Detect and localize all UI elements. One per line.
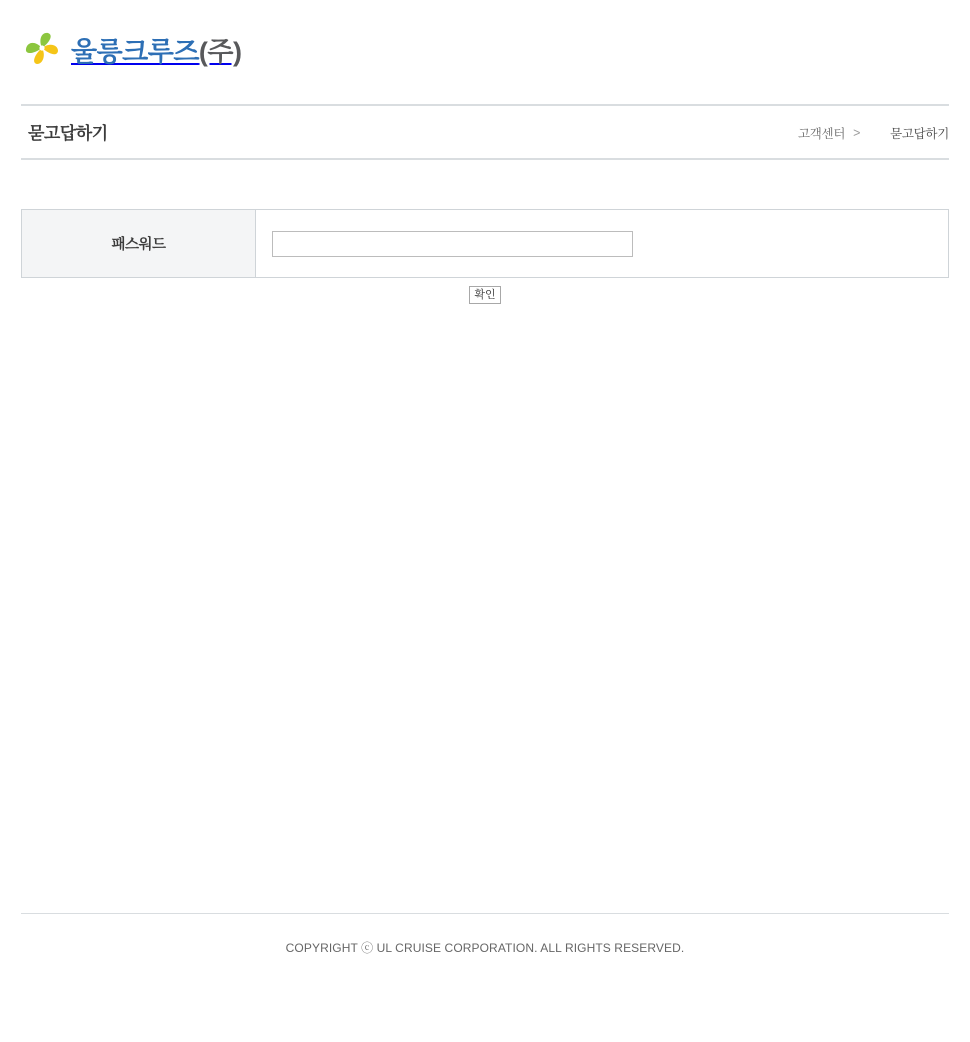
breadcrumb [798, 124, 949, 142]
main-content [21, 209, 949, 304]
form-actions [21, 286, 949, 304]
copyright-text: COPYRIGHT ⓒ UL CRUISE CORPORATION. ALL RIGHTS RESERVED. [285, 941, 685, 955]
page-titlebar [21, 104, 949, 160]
table-row [22, 210, 949, 278]
password-input[interactable] [272, 231, 633, 257]
breadcrumb-item-current: 묻고답하기 [890, 127, 949, 141]
password-label-cell [22, 210, 256, 278]
logo-name-suffix: (주) [198, 36, 242, 67]
site-footer [21, 913, 949, 956]
logo-name-main: 울릉크루즈 [71, 36, 199, 67]
pinwheel-flower-logo-icon [21, 28, 63, 70]
password-field-cell [256, 210, 949, 278]
submit-button[interactable]: 확인 [469, 286, 500, 304]
breadcrumb-separator-icon: > [853, 126, 861, 140]
site-header [0, 0, 970, 104]
breadcrumb-item-parent[interactable]: 고객센터 [798, 127, 846, 141]
password-label: 패스워드 [111, 237, 166, 253]
password-form-table [21, 209, 949, 278]
page-title: 묻고답하기 [28, 124, 108, 143]
site-logo-text [71, 30, 242, 69]
site-logo-link[interactable] [21, 28, 242, 70]
